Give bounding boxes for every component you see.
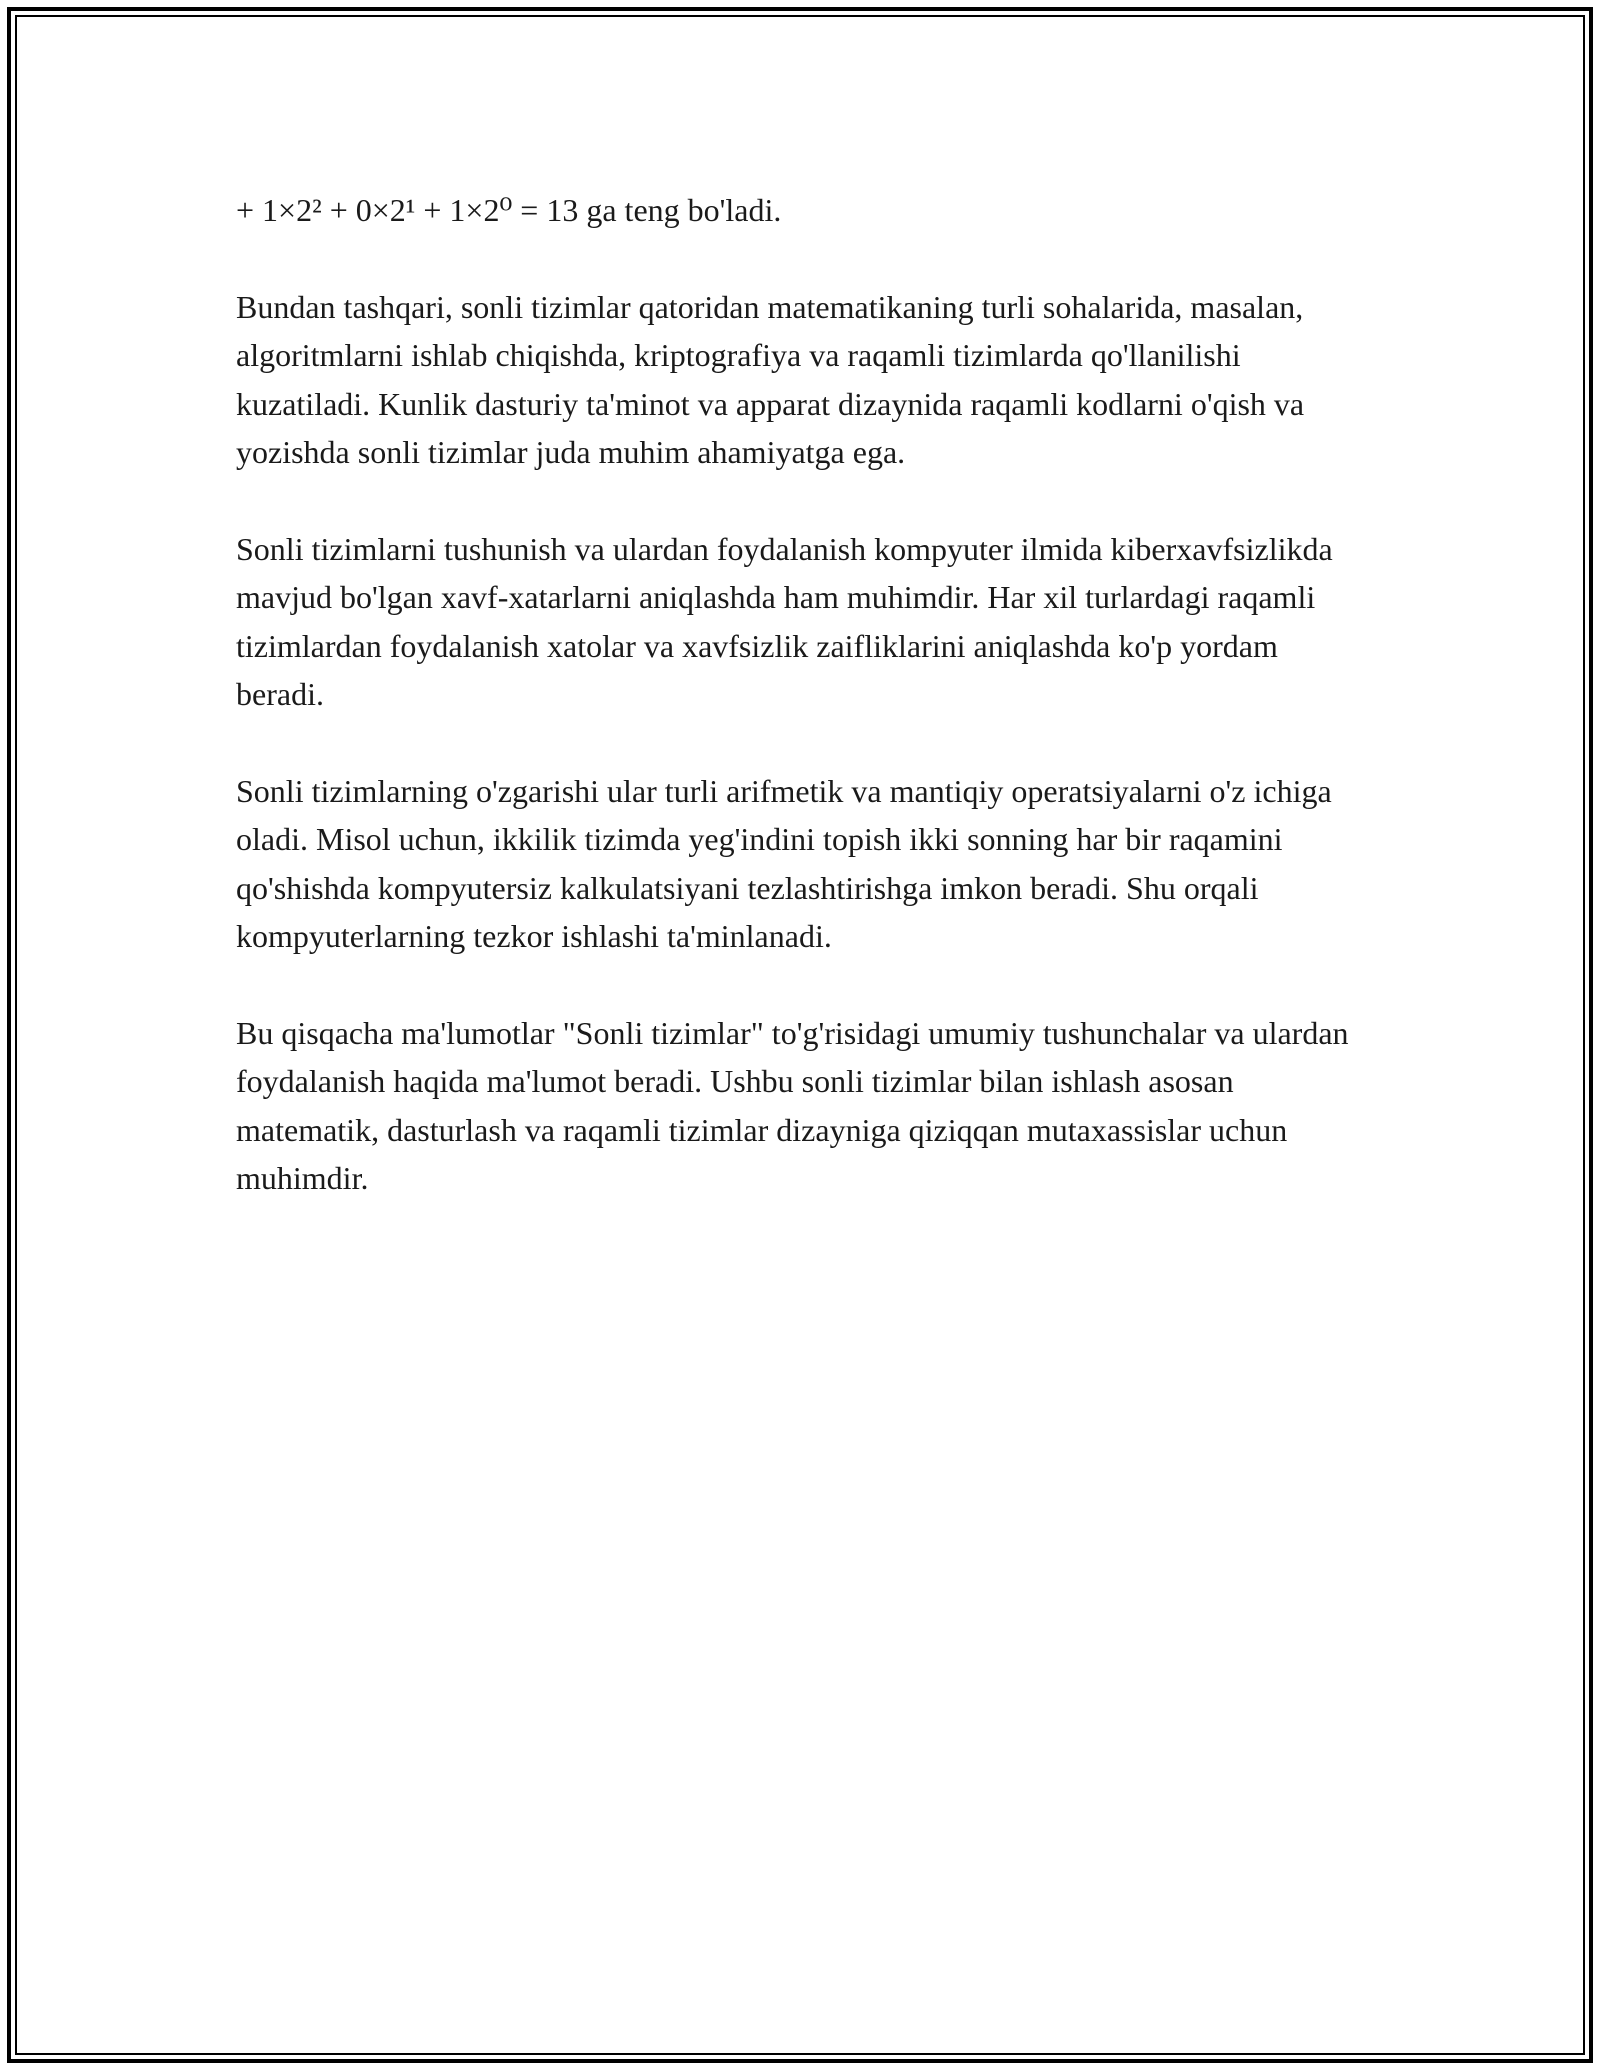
paragraph-operations: Sonli tizimlarning o'zgarishi ular turli arifmetik va mantiqiy operatsiyalarni o'z ichiga oladi. Misol uchun, ikkilik tizimda yeg'indini topish ikki sonning har bir raqamini qo'shishda kompyutersiz kalkulatsiyani tezlashtirishga imkon beradi. Shu orqali kompyuterlarning tezkor ishlashi ta'minlanadi.: [236, 772, 1332, 955]
document-body: [236, 186, 1366, 1251]
paragraph-summary: Bu qisqacha ma'lumotlar "Sonli tizimlar" to'g'risidagi umumiy tushunchalar va ulardan foydalanish haqida ma'lumot beradi. Ushbu sonli tizimlar bilan ishlash asosan matematik, dasturlash va raqamli tizimlar dizayniga qiziqqan mutaxassislar uchun muhimdir.: [236, 1014, 1349, 1197]
paragraph-cybersecurity: Sonli tizimlarni tushunish va ulardan foydalanish kompyuter ilmida kiberxavfsizlikda mavjud bo'lgan xavf-xatarlarni aniqlashda ham muhimdir. Har xil turlardagi raqamli tizimlardan foydalanish xatolar va xavfsizlik zaifliklarini aniqlashda ko'p yordam beradi.: [236, 530, 1333, 713]
paragraph-applications: Bundan tashqari, sonli tizimlar qatoridan matematikaning turli sohalarida, masalan, algoritmlarni ishlab chiqishda, kriptografiya va raqamli tizimlarda qo'llanilishi kuzatiladi. Kunlik dasturiy ta'minot va apparat dizaynida raqamli kodlarni o'qish va yozishda sonli tizimlar juda muhim ahamiyatga ega.: [236, 288, 1305, 471]
paragraph-equation: + 1×2² + 0×2¹ + 1×2⁰ = 13 ga teng bo'ladi.: [236, 192, 782, 228]
